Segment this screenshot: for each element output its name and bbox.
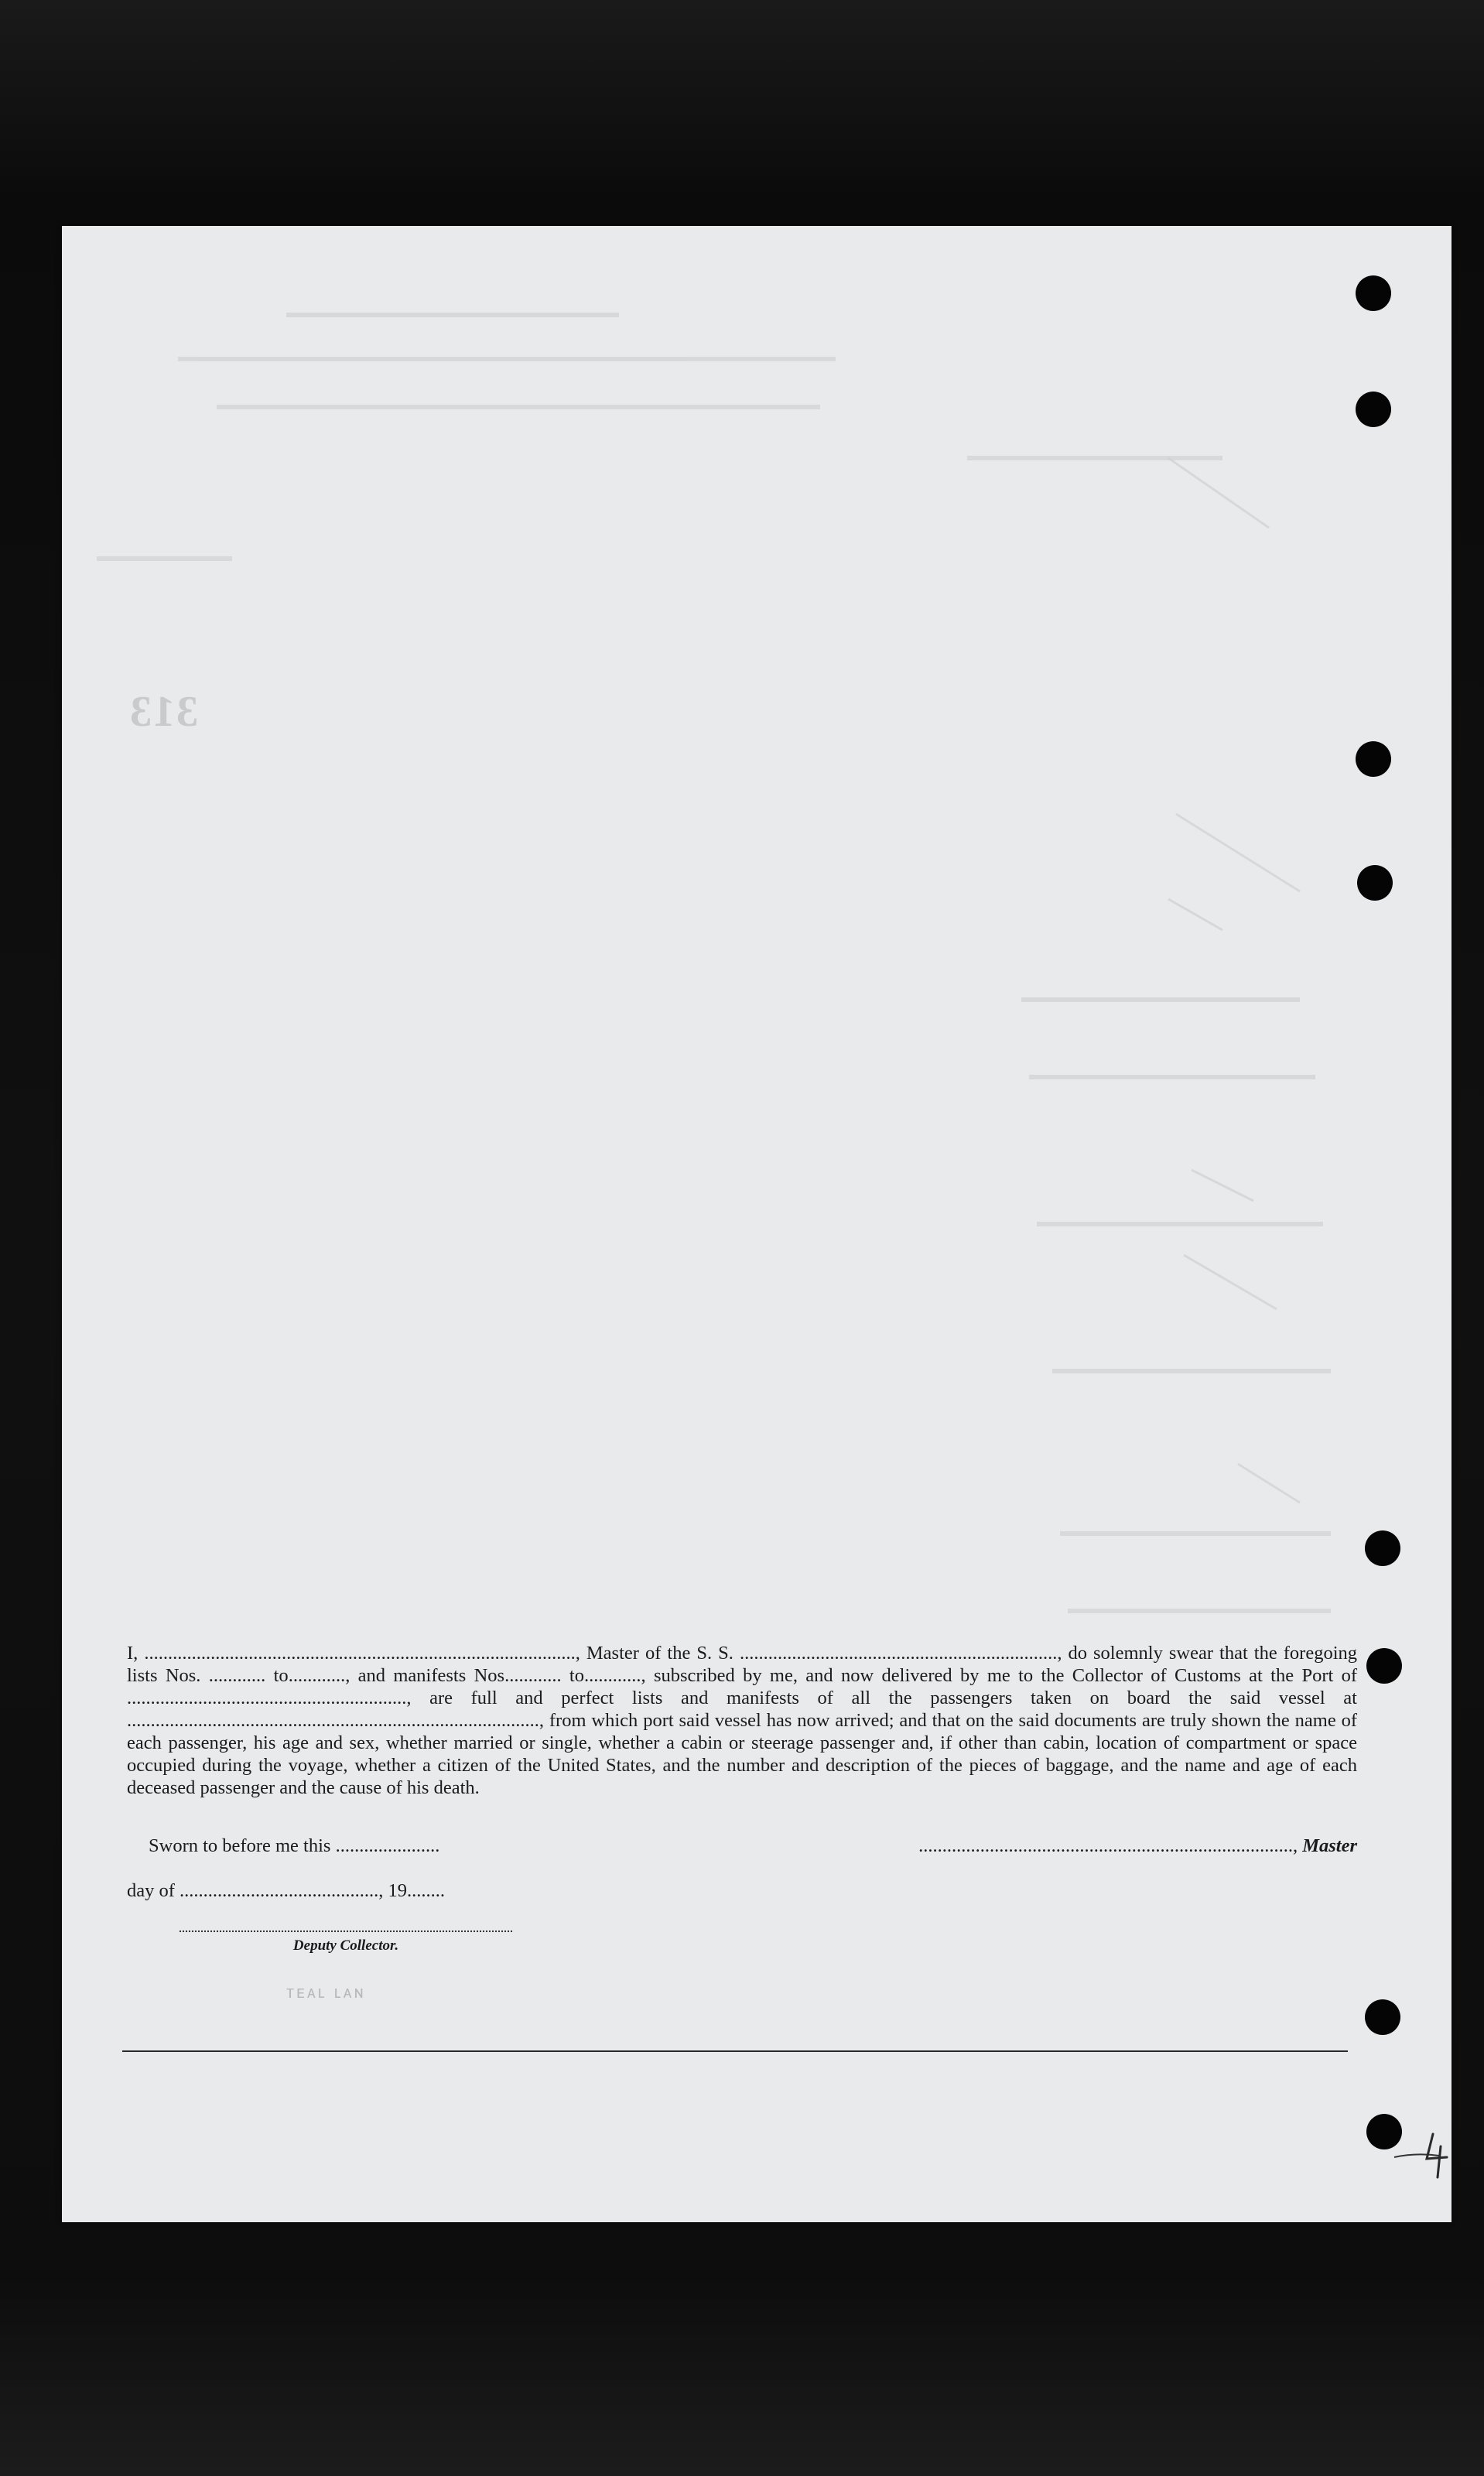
punch-hole [1365, 1999, 1400, 2035]
oath-to: to [569, 1665, 584, 1686]
master-signature-line: ..............................................................................., Master [918, 1835, 1357, 1856]
deputy-collector-label: Deputy Collector. [292, 1937, 399, 1954]
punch-hole [1357, 865, 1393, 901]
month-blank: .......................................... [180, 1880, 379, 1901]
master-name-blank: ........................................................................................... [144, 1643, 576, 1664]
ghost-page-number: 313 [128, 688, 198, 736]
deputy-signature-line [180, 1931, 512, 1932]
sworn-date-blank: ...................... [335, 1835, 440, 1856]
manifest-page [62, 226, 1452, 2222]
year-prefix: , 19 [378, 1880, 408, 1901]
ship-name-blank: ................................................................... [739, 1643, 1058, 1664]
year-blank: ........ [407, 1880, 446, 1901]
oath-subscribed: , subscribed by me, and now delivered by me to the Collector of Customs at the Port of [641, 1665, 1358, 1686]
day-of-label: day of [127, 1880, 175, 1901]
list-to-blank: ............ [288, 1665, 346, 1686]
master-oath-paragraph [127, 1642, 1357, 1799]
punch-hole [1356, 275, 1391, 311]
punch-hole [1366, 1648, 1402, 1684]
sworn-line [149, 1835, 439, 1857]
oath-lead: I, [127, 1643, 138, 1664]
oath-do-solemnly: , do solemnly swear that the foregoing lists Nos. [127, 1643, 1358, 1686]
oath-and-manifests: , and manifests Nos [345, 1665, 505, 1686]
oath-master-of: , Master of the S. S. [575, 1643, 733, 1664]
manifest-from-blank: ............ [504, 1665, 562, 1686]
list-from-blank: ............ [208, 1665, 266, 1686]
oath-full-lists: , are full and perfect lists and manifests of all the passengers taken on board the said vessel at [406, 1688, 1357, 1708]
bleed-through-lines [62, 226, 1452, 2222]
oath-remainder: , from which port said vessel has now arrived; and that on the said documents are truly shown the name of each passenger, his age and sex, whether married or single, whether a cabin or steerage passenger and, if other than cabin, location of compartment or space occupied during the voyage, whether a citizen of the United States, and the number and description of the pieces of baggage, and the name and age of each deceased passenger and the cause of his death. [127, 1710, 1357, 1798]
punch-hole [1365, 1530, 1400, 1566]
oath-to: to [273, 1665, 289, 1686]
handwritten-page-mark [1393, 2129, 1452, 2184]
punch-hole [1356, 392, 1391, 427]
punch-hole [1356, 741, 1391, 777]
bottom-rule [122, 2050, 1348, 2052]
master-signature-blank: ............................................................................... [918, 1835, 1293, 1856]
manifest-to-blank: ............ [583, 1665, 641, 1686]
day-of-line [127, 1880, 445, 1902]
origin-port-blank: ....................................................................................... [127, 1710, 539, 1731]
sworn-label: Sworn to before me this [149, 1835, 331, 1856]
port-blank: ........................................................... [127, 1688, 407, 1708]
faint-stamp: ᴛᴇᴀʟ ʟᴀɴ [286, 1982, 366, 2002]
master-title: Master [1302, 1835, 1357, 1856]
